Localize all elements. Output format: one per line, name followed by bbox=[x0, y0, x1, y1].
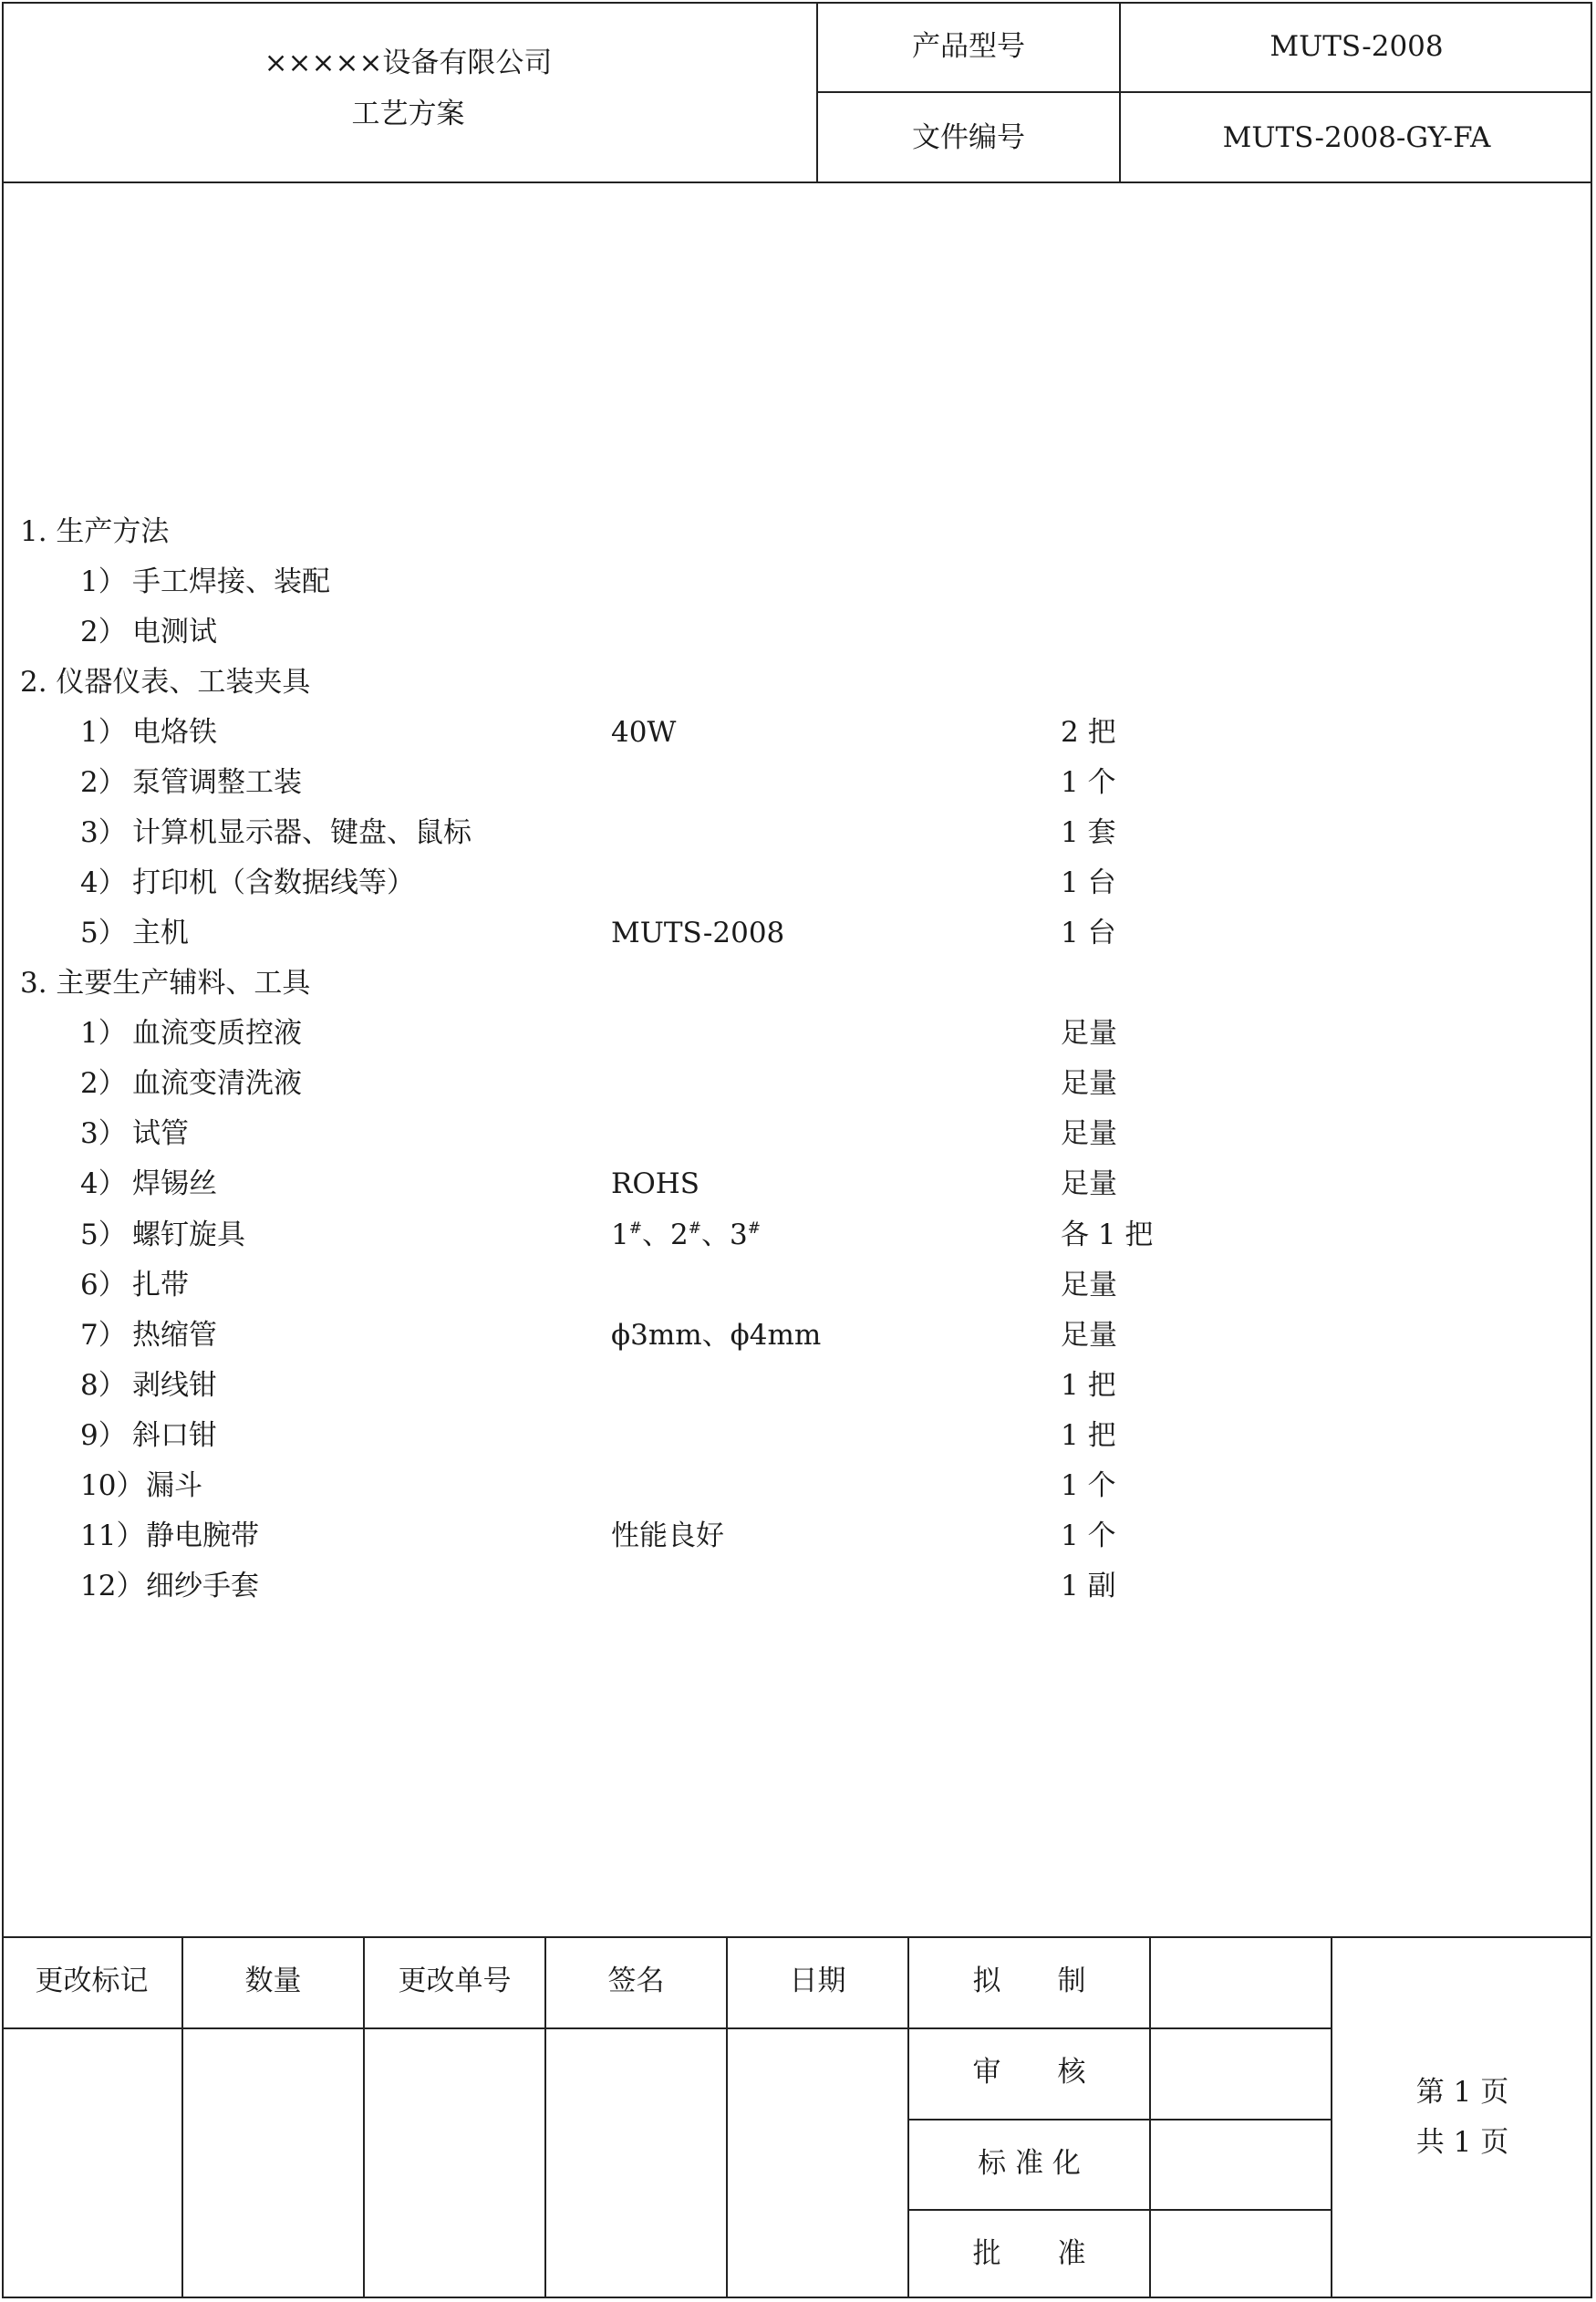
model-label: 产品型号 bbox=[912, 30, 1025, 63]
item-quantity: 各 1 把 bbox=[1061, 1218, 1154, 1251]
item-spec: 40W bbox=[611, 716, 677, 749]
spec-sup: # bbox=[747, 1219, 761, 1238]
item-name: 漏斗 bbox=[146, 1469, 202, 1502]
sign-row-border-1 bbox=[907, 2119, 1332, 2121]
role-approved: 批 准 bbox=[972, 2237, 1086, 2270]
footer-header-row-border bbox=[2, 2027, 1332, 2029]
item-quantity: 1 副 bbox=[1061, 1570, 1116, 1602]
item-number: 1） bbox=[80, 716, 127, 749]
item-number: 3） bbox=[80, 1117, 127, 1150]
item-name: 主机 bbox=[132, 917, 189, 949]
item-name: 静电腕带 bbox=[146, 1519, 259, 1552]
item-number: 7） bbox=[80, 1319, 127, 1352]
item-number: 11） bbox=[80, 1519, 145, 1552]
item-quantity: 1 个 bbox=[1061, 1519, 1116, 1552]
item-name: 剥线钳 bbox=[132, 1369, 217, 1402]
item-number: 1） bbox=[80, 1017, 127, 1050]
item-number: 12） bbox=[80, 1570, 145, 1602]
item-quantity: 1 个 bbox=[1061, 766, 1116, 799]
item-spec: 性能良好 bbox=[611, 1519, 724, 1552]
spec-part: 、3 bbox=[700, 1218, 748, 1251]
footer-col-line bbox=[1149, 1936, 1151, 2298]
footer-col-line bbox=[1331, 1936, 1332, 2298]
item-quantity: 1 个 bbox=[1061, 1469, 1116, 1502]
item-quantity: 1 台 bbox=[1061, 917, 1116, 949]
document-type: 工艺方案 bbox=[351, 98, 465, 130]
item-number: 3） bbox=[80, 816, 127, 849]
role-drafted: 拟 制 bbox=[972, 1965, 1086, 1997]
item-number: 1） bbox=[80, 565, 127, 598]
item-name: 斜口钳 bbox=[132, 1419, 217, 1452]
item-name: 打印机（含数据线等） bbox=[132, 866, 415, 899]
spec-part: 1 bbox=[611, 1218, 629, 1251]
col-header-signature: 签名 bbox=[607, 1965, 665, 1997]
item-name: 泵管调整工装 bbox=[132, 766, 302, 799]
role-standardized: 标 准 化 bbox=[978, 2147, 1081, 2180]
item-name: 手工焊接、装配 bbox=[132, 565, 330, 598]
item-number: 2） bbox=[80, 616, 127, 648]
item-number: 9） bbox=[80, 1419, 127, 1452]
item-quantity: 足量 bbox=[1061, 1117, 1117, 1150]
item-name: 计算机显示器、键盘、鼠标 bbox=[132, 816, 472, 849]
footer-top-border bbox=[2, 1936, 1592, 1938]
page-total: 共 1 页 bbox=[1415, 2126, 1509, 2159]
file-no-label: 文件编号 bbox=[912, 121, 1025, 154]
item-quantity: 足量 bbox=[1061, 1319, 1117, 1352]
item-spec bbox=[611, 1218, 761, 1251]
file-no-value: MUTS-2008-GY-FA bbox=[1222, 121, 1491, 154]
item-quantity: 足量 bbox=[1061, 1167, 1117, 1200]
item-quantity: 1 把 bbox=[1061, 1419, 1116, 1452]
item-number: 4） bbox=[80, 1167, 127, 1200]
item-number: 5） bbox=[80, 1218, 127, 1251]
item-name: 电烙铁 bbox=[132, 716, 217, 749]
item-quantity: 2 把 bbox=[1061, 716, 1116, 749]
item-number: 2） bbox=[80, 1067, 127, 1100]
role-reviewed: 审 核 bbox=[972, 2056, 1086, 2089]
item-name: 扎带 bbox=[132, 1269, 189, 1301]
item-number: 8） bbox=[80, 1369, 127, 1402]
item-name: 血流变清洗液 bbox=[132, 1067, 302, 1100]
item-number: 6） bbox=[80, 1269, 127, 1301]
item-quantity: 足量 bbox=[1061, 1269, 1117, 1301]
item-name: 试管 bbox=[132, 1117, 189, 1150]
item-number: 4） bbox=[80, 866, 127, 899]
item-spec: ϕ3mm、ϕ4mm bbox=[611, 1319, 822, 1352]
company-name: ×××××设备有限公司 bbox=[264, 47, 553, 79]
col-header-change-no: 更改单号 bbox=[398, 1965, 512, 1997]
section-title: 2. 仪器仪表、工装夹具 bbox=[20, 666, 311, 699]
item-spec: ROHS bbox=[611, 1167, 700, 1200]
item-name: 电测试 bbox=[132, 616, 217, 648]
item-number: 10） bbox=[80, 1469, 145, 1502]
item-quantity: 1 套 bbox=[1061, 816, 1116, 849]
col-header-change-mark: 更改标记 bbox=[35, 1965, 149, 1997]
header-bottom-border bbox=[2, 181, 1592, 183]
item-quantity: 足量 bbox=[1061, 1017, 1117, 1050]
item-number: 5） bbox=[80, 917, 127, 949]
document-frame bbox=[2, 2, 1592, 2298]
item-quantity: 1 台 bbox=[1061, 866, 1116, 899]
item-quantity: 1 把 bbox=[1061, 1369, 1116, 1402]
item-quantity: 足量 bbox=[1061, 1067, 1117, 1100]
item-spec: MUTS-2008 bbox=[611, 917, 785, 949]
spec-part: 、2 bbox=[641, 1218, 689, 1251]
item-name: 焊锡丝 bbox=[132, 1167, 217, 1200]
page-current: 第 1 页 bbox=[1415, 2076, 1509, 2109]
item-name: 热缩管 bbox=[132, 1319, 217, 1352]
section-title: 1. 生产方法 bbox=[20, 515, 170, 548]
sign-row-border-2 bbox=[907, 2209, 1332, 2211]
item-name: 细纱手套 bbox=[146, 1570, 259, 1602]
spec-sup: # bbox=[628, 1219, 642, 1238]
section-title: 3. 主要生产辅料、工具 bbox=[20, 967, 311, 1000]
header-mid-border bbox=[816, 91, 1592, 93]
item-name: 螺钉旋具 bbox=[132, 1218, 245, 1251]
model-value: MUTS-2008 bbox=[1270, 30, 1444, 63]
col-header-quantity: 数量 bbox=[244, 1965, 302, 1997]
item-number: 2） bbox=[80, 766, 127, 799]
item-name: 血流变质控液 bbox=[132, 1017, 302, 1050]
spec-sup: # bbox=[688, 1219, 701, 1238]
col-header-date: 日期 bbox=[789, 1965, 846, 1997]
